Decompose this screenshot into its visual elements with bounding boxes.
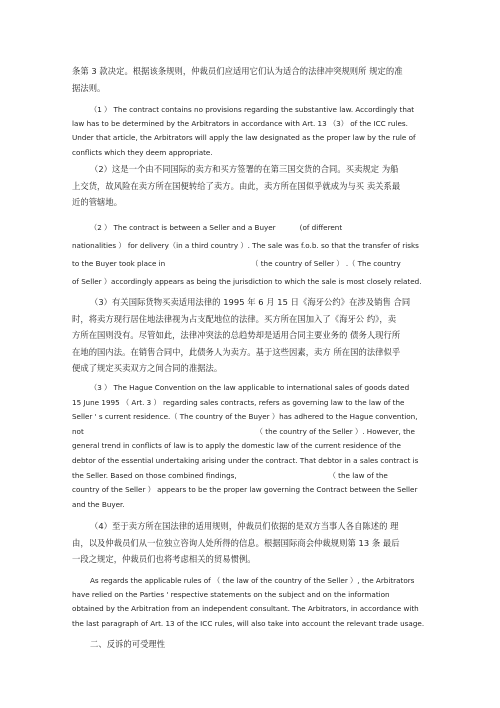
text-line: 时，将卖方现行居住地法律视为占支配地位的法律。买方所在国加入了《海牙公 约》，卖 bbox=[72, 313, 397, 324]
text-line: nationalities ） for delivery（in a third country ）. The sale was f.o.b. so that the transfer of risks bbox=[72, 241, 419, 250]
paragraph-cn-intro bbox=[72, 63, 429, 96]
text-line: 便成了规定买卖双方之间合同的准据法。 bbox=[72, 363, 223, 373]
text-segment: the Seller. Based on those combined findings, bbox=[72, 470, 237, 480]
text-line: 一段之规定，仲裁员们也将考虑相关的贸易惯例。 bbox=[72, 554, 256, 564]
text-line: Under that article, the Arbitrators will apply the law designated as the proper law by the rule of bbox=[72, 133, 416, 143]
paragraph-en-4 bbox=[72, 574, 429, 631]
paragraph-en-3 bbox=[72, 381, 429, 512]
text-line: of Seller ）accordingly appears as being the jurisdiction to which the sale is most closely related. bbox=[72, 277, 422, 286]
text-line: （1 ） The contract contains no provisions regarding the substantive law. Accordingly that bbox=[90, 105, 415, 114]
text-line: 上交货，故风险在卖方所在国便转给了卖方。由此，卖方所在国似乎就成为与买 卖关系最 bbox=[72, 180, 401, 191]
text-line: 近的管辖地。 bbox=[72, 197, 123, 207]
text-line: country of the Seller ） appears to be the proper law governing the Contract between the Seller bbox=[72, 485, 418, 495]
text-segment: to the Buyer took place in bbox=[72, 259, 166, 268]
paragraph-cn-4 bbox=[72, 518, 429, 568]
paragraph-cn-2 bbox=[72, 161, 429, 211]
text-line: 在地的国内法。在销售合同中，此债务人为卖方。基于这些因素，卖方 所在国的法律似乎 bbox=[72, 346, 401, 357]
text-line: （3 ） The Hague Convention on the law applicable to international sales of goods dated bbox=[90, 383, 410, 392]
text-line: 据法则。 bbox=[72, 82, 106, 93]
text-line: 方所在国则没有。尽管如此，法律冲突法的总趋势却是适用合同主要业务的 债务人现行所 bbox=[72, 330, 401, 340]
section-heading bbox=[72, 636, 429, 653]
paragraph-en-2 bbox=[72, 219, 429, 291]
text-line: 15 June 1995 （ Art. 3 ） regarding sales contracts, refers as governing law to the law of the bbox=[72, 397, 405, 407]
text-line: 由，以及仲裁员们从一位独立咨询人处所得的信息。根据国际商会仲裁规则第 13 条 最后 bbox=[72, 537, 400, 548]
text-line: （4）至于卖方所在国法律的适用规则，仲裁员们依据的是双方当事人各自陈述的 理 bbox=[90, 521, 399, 531]
text-line bbox=[72, 469, 429, 484]
text-segment: （ the law of the bbox=[328, 470, 388, 480]
text-segment: (of different bbox=[299, 223, 343, 232]
text-line: conflicts which they deem appropriate. bbox=[72, 147, 213, 157]
text-line: Seller ' s current residence.（ The country of the Buyer ）has adhered to the Hague convention, bbox=[72, 412, 418, 422]
text-segment: not bbox=[72, 426, 84, 436]
text-line: obtained by the Arbitration from an independent consultant. The Arbitrators, in accordance with bbox=[72, 604, 419, 614]
paragraph-en-1 bbox=[72, 103, 429, 160]
text-segment: （ the country of Seller ） .（ The country bbox=[251, 259, 401, 268]
text-line bbox=[72, 425, 429, 440]
text-line: law has to be determined by the Arbitrators in accordance with Art. 13 （3） of the ICC rules. bbox=[72, 119, 408, 129]
text-line: （3）有关国际货物买卖适用法律的 1995 年 6 月 15 日《海牙公约》在涉及销售 合同 bbox=[90, 297, 411, 307]
paragraph-cn-3 bbox=[72, 294, 429, 377]
text-line: general trend in conflicts of law is to apply the domestic law of the current residence of the bbox=[72, 441, 401, 451]
text-line: have relied on the Parties ' respective statements on the subject and on the information bbox=[72, 590, 390, 600]
heading-text: 二、反诉的可受理性 bbox=[90, 639, 166, 649]
text-line: 条第 3 款决定。根据该条规则，仲裁员们应适用它们认为适合的法律冲突规则所 规定的准 bbox=[72, 66, 403, 76]
text-line: the last paragraph of Art. 13 of the ICC rules, will also take into account the relevant trade usage. bbox=[72, 618, 425, 628]
text-line bbox=[72, 219, 429, 237]
text-line bbox=[72, 255, 429, 273]
text-line: and the Buyer. bbox=[72, 499, 125, 509]
text-segment: （2 ） The contract is between a Seller and a Buyer bbox=[90, 223, 276, 232]
text-segment: （ the country of the Seller ）. However, the bbox=[255, 426, 415, 436]
text-line: （2）这是一个由不同国际的卖方和买方签署的在第三国交货的合同。买卖规定 为船 bbox=[90, 164, 399, 174]
text-line: As regards the applicable rules of （ the law of the country of the Seller ）, the Arbitrators bbox=[90, 576, 415, 585]
text-line: debtor of the essential undertaking arising under the contract. That debtor in a sales contract is bbox=[72, 455, 419, 465]
